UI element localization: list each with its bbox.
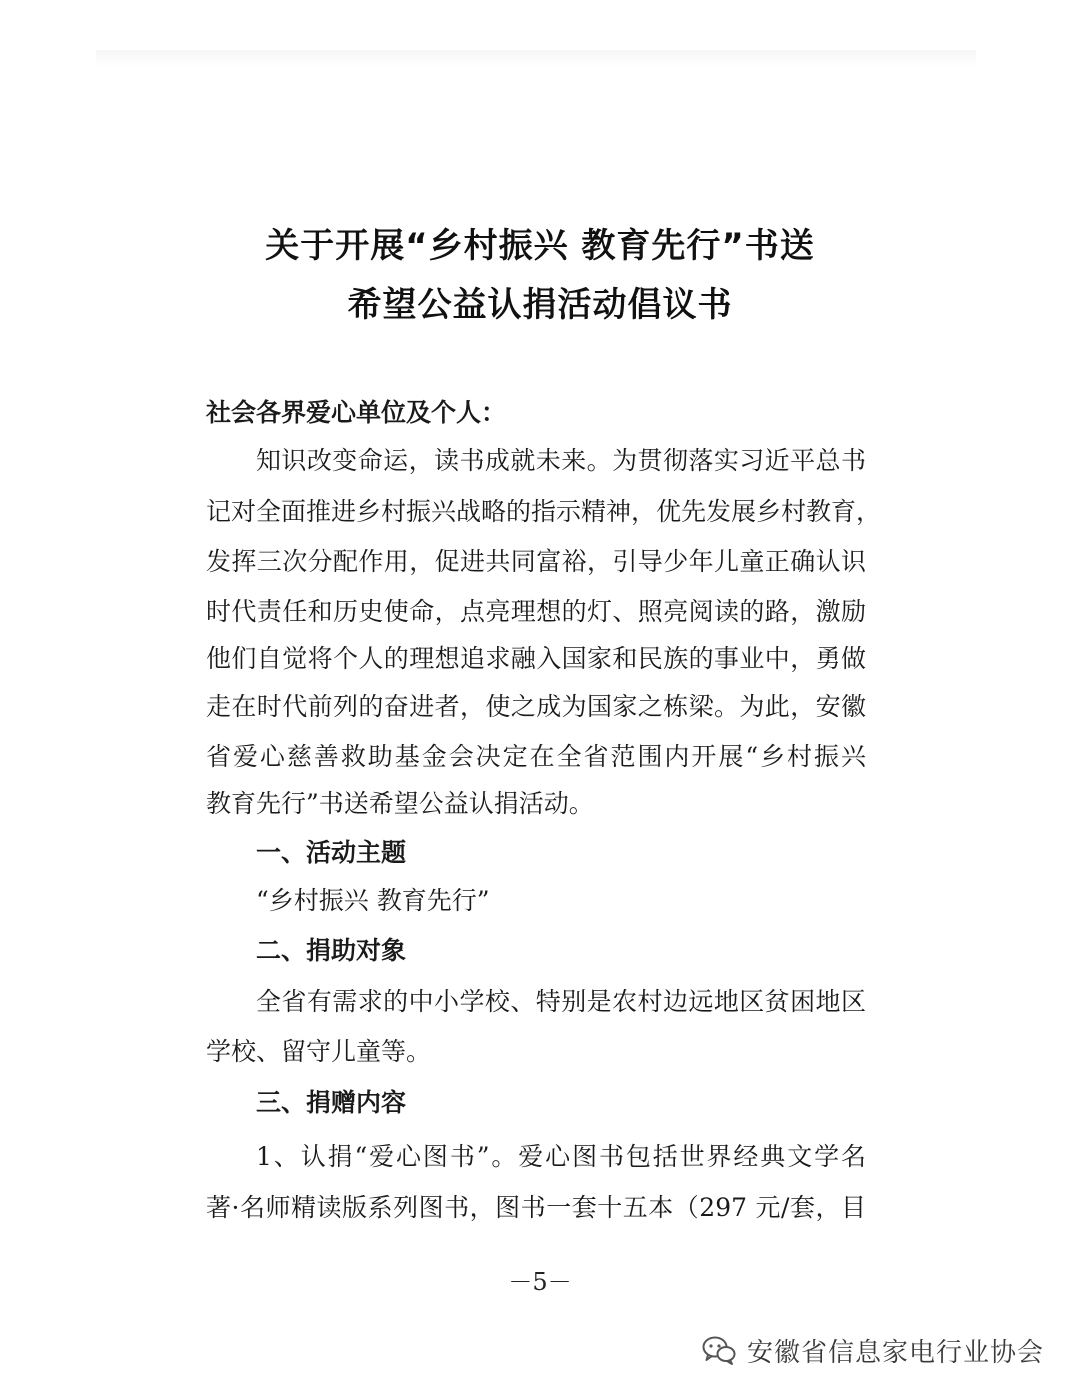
section-content-recipients: 学校、留守儿童等。: [206, 1037, 432, 1066]
document-title-line-1: 关于开展“乡村振兴 教育先行”书送: [265, 226, 815, 266]
section-content-recipients: 全省有需求的中小学校、特别是农村边远地区贫困地区: [256, 987, 866, 1016]
section-heading-donation: 三、捐赠内容: [256, 1088, 407, 1117]
wechat-icon: [701, 1334, 737, 1366]
section-heading-recipients: 二、捐助对象: [256, 936, 407, 965]
body-line: 教育先行”书送希望公益认捐活动。: [206, 789, 594, 818]
body-line: 省爱心慈善救助基金会决定在全省范围内开展“乡村振兴: [206, 742, 866, 771]
page-number: －5－: [508, 1268, 572, 1296]
body-line: 知识改变命运，读书成就未来。为贯彻落实习近平总书: [256, 446, 866, 475]
scan-shadow: [96, 50, 976, 68]
section-content-theme: “乡村振兴 教育先行”: [256, 886, 490, 915]
body-line: 时代责任和历史使命，点亮理想的灯、照亮阅读的路，激励: [206, 597, 866, 626]
watermark-text: 安徽省信息家电行业协会: [746, 1337, 1044, 1368]
section-content-donation: 1、认捐“爱心图书”。爱心图书包括世界经典文学名: [256, 1142, 866, 1171]
document-title-line-2: 希望公益认捐活动倡议书: [347, 285, 733, 325]
body-line: 发挥三次分配作用，促进共同富裕，引导少年儿童正确认识: [206, 547, 866, 576]
section-heading-theme: 一、活动主题: [256, 838, 407, 867]
body-line: 走在时代前列的奋进者，使之成为国家之栋梁。为此，安徽: [206, 692, 866, 721]
watermark: [701, 1330, 1044, 1370]
body-line: 他们自觉将个人的理想追求融入国家和民族的事业中，勇做: [206, 644, 866, 673]
section-content-donation: 著·名师精读版系列图书，图书一套十五本（297 元/套，目: [206, 1193, 866, 1222]
salutation: 社会各界爱心单位及个人：: [206, 398, 507, 427]
body-line: 记对全面推进乡村振兴战略的指示精神，优先发展乡村教育，: [206, 497, 882, 526]
